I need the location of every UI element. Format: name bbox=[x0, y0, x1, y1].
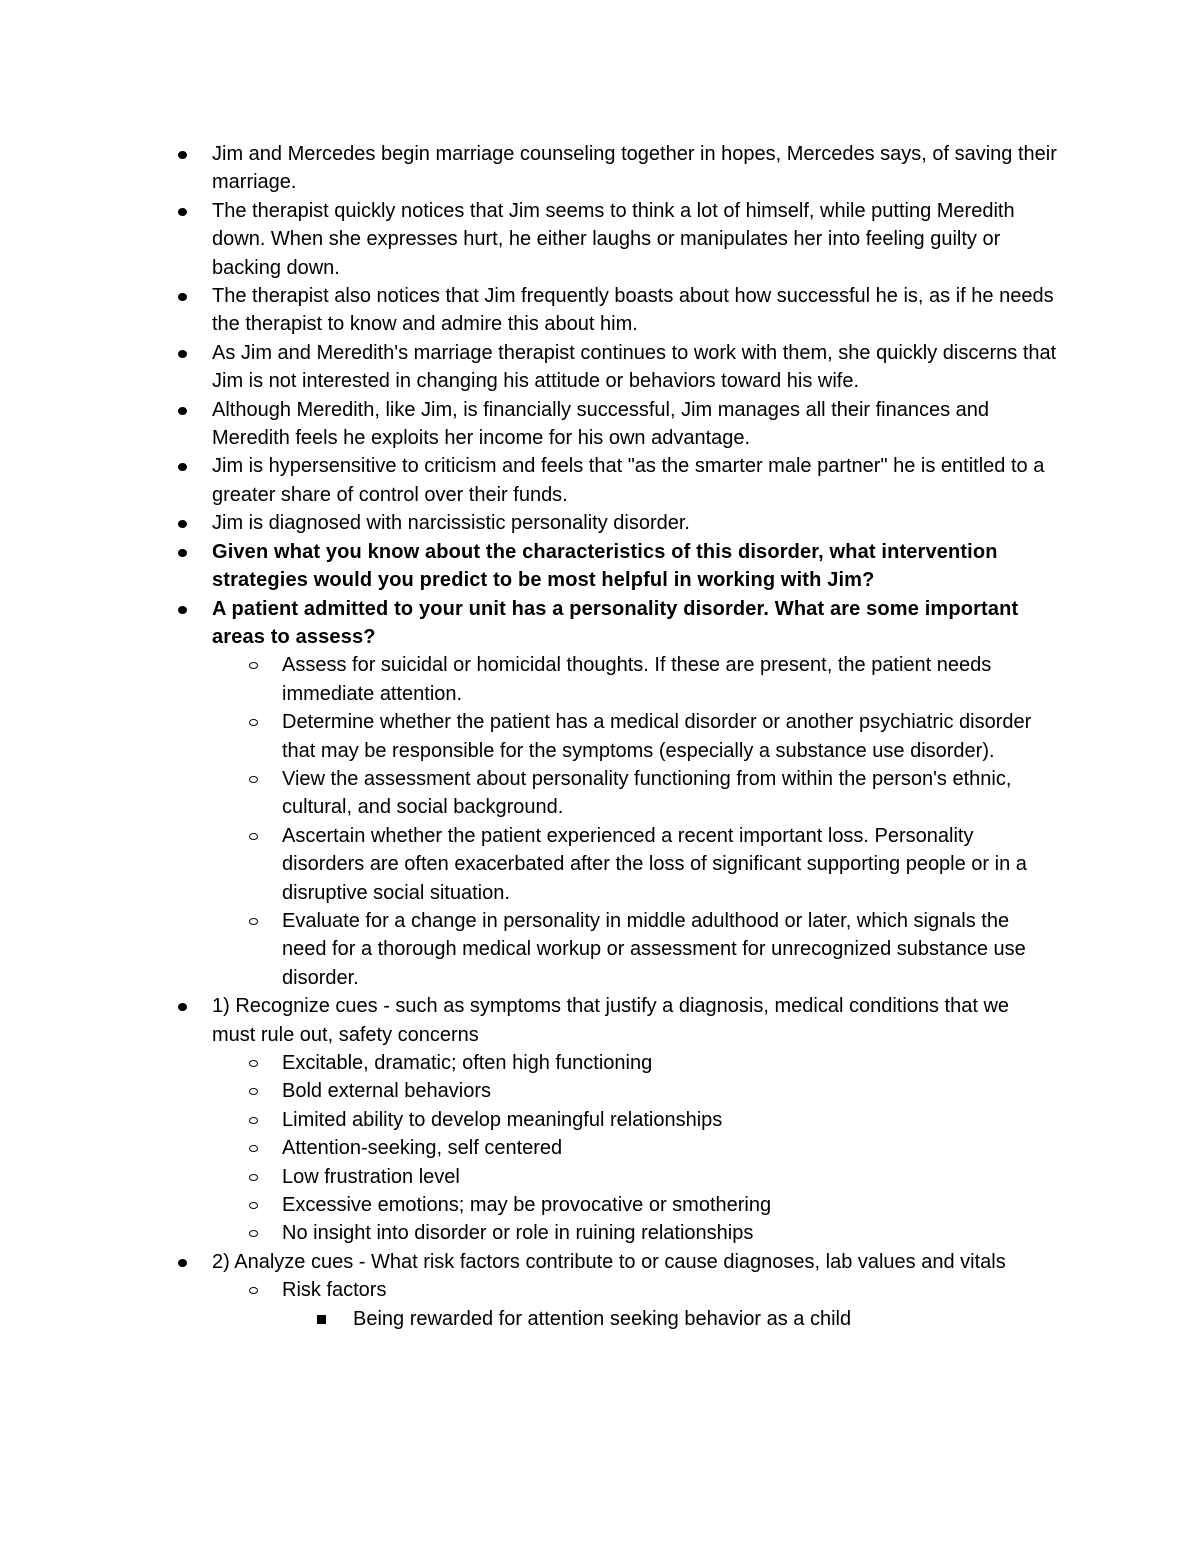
circle-bullet-icon bbox=[249, 765, 261, 793]
list-item bbox=[0, 282, 1057, 339]
list-item-text: No insight into disorder or role in ruining relationships bbox=[282, 1222, 754, 1245]
list-item bbox=[0, 1191, 1057, 1219]
circle-bullet-icon bbox=[249, 1106, 261, 1134]
list-item bbox=[0, 538, 1057, 595]
list-item bbox=[0, 339, 1057, 396]
list-item bbox=[0, 396, 1057, 453]
list-item-text: Excessive emotions; may be provocative or smothering bbox=[282, 1194, 772, 1217]
list-item-text: Jim and Mercedes begin marriage counseling together in hopes, Mercedes says, of saving their marriage. bbox=[212, 143, 1057, 194]
disc-bullet-icon bbox=[178, 282, 188, 310]
circle-bullet-icon bbox=[249, 1049, 261, 1077]
disc-bullet-icon bbox=[178, 452, 188, 480]
list-item-text: Excitable, dramatic; often high functioning bbox=[282, 1052, 653, 1074]
circle-bullet-icon bbox=[249, 1134, 261, 1162]
list-item bbox=[0, 1248, 1057, 1276]
list-item-text: 1) Recognize cues - such as symptoms that justify a diagnosis, medical conditions that we must rule out, safety concerns bbox=[212, 995, 1010, 1046]
circle-bullet-icon bbox=[249, 651, 261, 679]
disc-bullet-icon bbox=[178, 595, 188, 623]
list-item-text: Low frustration level bbox=[282, 1165, 460, 1188]
list-item bbox=[0, 509, 1057, 537]
list-item-text: The therapist quickly notices that Jim seems to think a lot of himself, while putting Meredith down. When she expresses hurt, he either laughs or manipulates her into feeling guilty or backing down. bbox=[212, 199, 1015, 279]
disc-bullet-icon bbox=[178, 992, 188, 1020]
list-item bbox=[0, 452, 1057, 509]
list-item bbox=[0, 1163, 1057, 1191]
disc-bullet-icon bbox=[178, 197, 188, 225]
circle-bullet-icon bbox=[249, 1276, 261, 1304]
circle-bullet-icon bbox=[249, 1163, 261, 1191]
list-item bbox=[0, 765, 1057, 822]
list-item-text: Assess for suicidal or homicidal thoughts. If these are present, the patient needs immediate attention. bbox=[282, 654, 992, 705]
list-item-text: Given what you know about the characteristics of this disorder, what intervention strategies would you predict to be most helpful in working with Jim? bbox=[212, 540, 998, 592]
disc-bullet-icon bbox=[178, 339, 188, 367]
list-item-text: As Jim and Meredith's marriage therapist continues to work with them, she quickly discerns that Jim is not interested in changing his attitude or behaviors toward his wife. bbox=[212, 341, 1057, 393]
disc-bullet-icon bbox=[178, 140, 188, 168]
list-item bbox=[0, 1219, 1057, 1247]
list-item-text: Being rewarded for attention seeking behavior as a child bbox=[353, 1307, 852, 1330]
circle-bullet-icon bbox=[249, 907, 261, 935]
disc-bullet-icon bbox=[178, 396, 188, 424]
list-item bbox=[0, 595, 1057, 652]
list-item-text: A patient admitted to your unit has a personality disorder. What are some important areas to assess? bbox=[212, 597, 1019, 648]
list-item bbox=[0, 1305, 1053, 1333]
list-item-text: Determine whether the patient has a medical disorder or another psychiatric disorder that may be responsible for the symptoms (especially a substance use disorder). bbox=[282, 711, 1032, 762]
list-item bbox=[0, 1134, 1057, 1162]
list-item-text: Jim is diagnosed with narcissistic personality disorder. bbox=[212, 512, 690, 535]
list-item bbox=[0, 907, 1057, 992]
list-item-text: Although Meredith, like Jim, is financially successful, Jim manages all their finances and Meredith feels he exploits her income for his own advantage. bbox=[212, 398, 990, 450]
disc-bullet-icon bbox=[178, 1248, 188, 1276]
list-item-text: Attention-seeking, self centered bbox=[282, 1137, 563, 1160]
disc-bullet-icon bbox=[178, 538, 188, 566]
circle-bullet-icon bbox=[249, 1191, 261, 1219]
list-item-text: Jim is hypersensitive to criticism and feels that "as the smarter male partner" he is entitled to a greater share of control over their funds. bbox=[212, 455, 1045, 506]
list-item-text: Evaluate for a change in personality in middle adulthood or later, which signals the need for a thorough medical workup or assessment for unrecognized substance use disorder. bbox=[282, 909, 1026, 989]
list-item-text: Bold external behaviors bbox=[282, 1080, 492, 1103]
list-item-text: View the assessment about personality functioning from within the person's ethnic, cultural, and social background. bbox=[282, 767, 1012, 819]
list-item bbox=[0, 651, 1057, 708]
list-item-text: The therapist also notices that Jim frequently boasts about how successful he is, as if he needs the therapist to know and admire this about him. bbox=[212, 285, 1054, 336]
list-item bbox=[0, 1106, 1057, 1134]
circle-bullet-icon bbox=[249, 822, 261, 850]
circle-bullet-icon bbox=[249, 1219, 261, 1247]
list-item-text: 2) Analyze cues - What risk factors contribute to or cause diagnoses, lab values and vitals bbox=[212, 1250, 1006, 1273]
bullet-list bbox=[0, 140, 1200, 1333]
list-item-text: Risk factors bbox=[282, 1279, 387, 1302]
square-bullet-icon bbox=[317, 1305, 327, 1333]
list-item bbox=[0, 140, 1057, 197]
disc-bullet-icon bbox=[178, 509, 188, 537]
list-item bbox=[0, 822, 1057, 907]
list-item bbox=[0, 1276, 1057, 1304]
list-item-text: Limited ability to develop meaningful relationships bbox=[282, 1108, 723, 1131]
list-item bbox=[0, 992, 1057, 1049]
list-item bbox=[0, 1077, 1057, 1105]
list-item-text: Ascertain whether the patient experienced a recent important loss. Personality disorders are often exacerbated after the loss of significant supporting people or in a disruptive social situation. bbox=[282, 824, 1027, 904]
circle-bullet-icon bbox=[249, 1077, 261, 1105]
list-item bbox=[0, 197, 1057, 282]
circle-bullet-icon bbox=[249, 708, 261, 736]
list-item bbox=[0, 1049, 1057, 1077]
list-item bbox=[0, 708, 1057, 765]
